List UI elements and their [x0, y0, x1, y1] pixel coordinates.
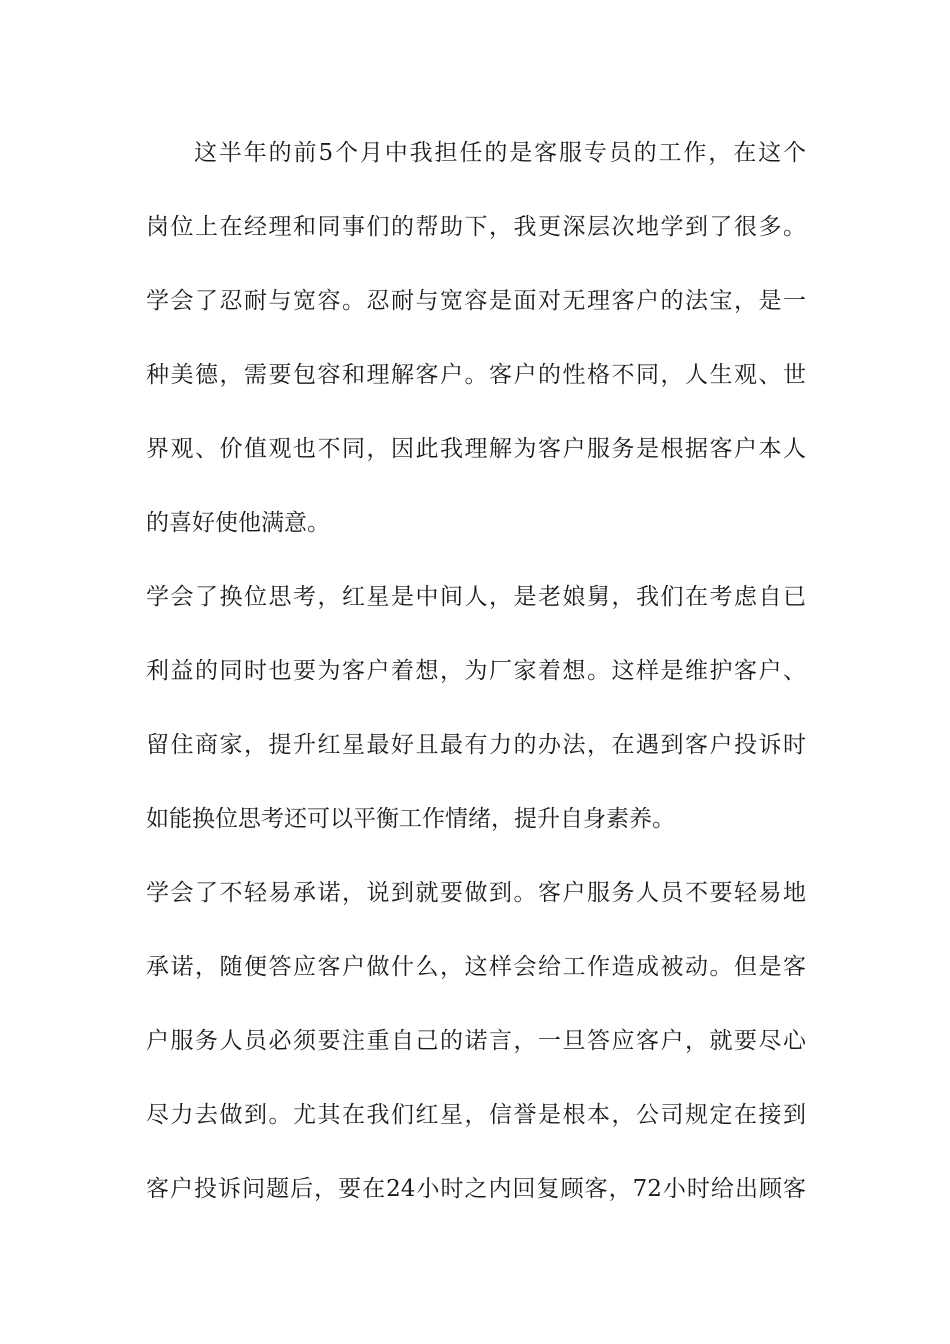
- text-line: 学会了不轻易承诺，说到就要做到。客户服务人员不要轻易地: [146, 880, 806, 906]
- text-line: 种美德，需要包容和理解客户。客户的性格不同，人生观、世: [146, 362, 806, 388]
- text-line: 户服务人员必须要注重自己的诺言，一旦答应客户，就要尽心: [146, 1028, 806, 1054]
- text-line: 留住商家，提升红星最好且最有力的办法，在遇到客户投诉时: [146, 732, 806, 758]
- text-line: 学会了忍耐与宽容。忍耐与宽容是面对无理客户的法宝，是一: [146, 288, 806, 314]
- text-line: 学会了换位思考，红星是中间人，是老娘舅，我们在考虑自已: [146, 584, 806, 610]
- text-line: 尽力去做到。尤其在我们红星，信誉是根本，公司规定在接到: [146, 1102, 806, 1128]
- text-line: 这半年的前5个月中我担任的是客服专员的工作，在这个: [194, 140, 806, 166]
- text-line: 的喜好使他满意。: [146, 510, 330, 536]
- text-line: 界观、价值观也不同，因此我理解为客户服务是根据客户本人: [146, 436, 806, 462]
- text-line: 客户投诉问题后，要在24小时之内回复顾客，72小时给出顾客: [146, 1176, 806, 1202]
- text-line: 岗位上在经理和同事们的帮助下，我更深层次地学到了很多。: [146, 214, 806, 240]
- text-line: 承诺，随便答应客户做什么，这样会给工作造成被动。但是客: [146, 954, 806, 980]
- text-line: 利益的同时也要为客户着想，为厂家着想。这样是维护客户、: [146, 658, 806, 684]
- text-line: 如能换位思考还可以平衡工作情绪，提升自身素养。: [146, 806, 675, 832]
